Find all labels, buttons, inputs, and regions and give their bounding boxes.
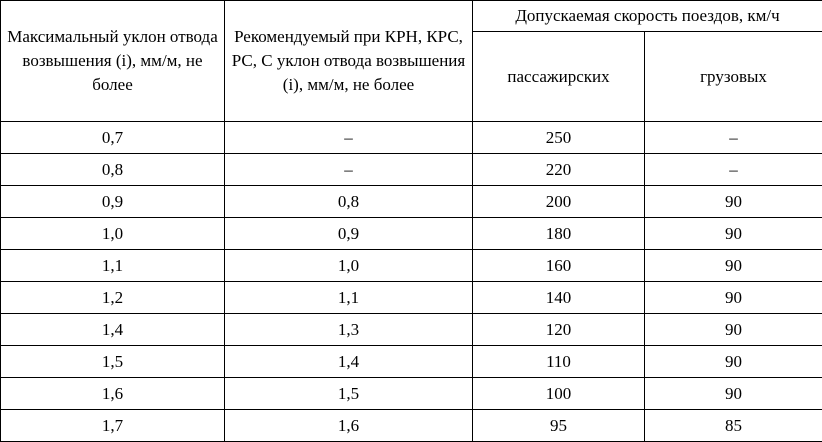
cell-recommended-slope: 0,8	[225, 186, 473, 218]
table-row	[1, 282, 822, 314]
cell-passenger-speed: 220	[473, 154, 645, 186]
cell-freight-speed: 90	[645, 314, 822, 346]
cell-max-slope: 0,9	[1, 186, 225, 218]
cell-freight-speed: 90	[645, 186, 822, 218]
cell-recommended-slope: 1,5	[225, 378, 473, 410]
cell-freight-speed: 90	[645, 250, 822, 282]
table-row	[1, 122, 822, 154]
table-row	[1, 346, 822, 378]
cell-passenger-speed: 200	[473, 186, 645, 218]
table-row	[1, 410, 822, 442]
table-row	[1, 314, 822, 346]
cell-passenger-speed: 180	[473, 218, 645, 250]
cell-recommended-slope: 1,3	[225, 314, 473, 346]
cell-max-slope: 1,6	[1, 378, 225, 410]
table-header	[1, 1, 822, 122]
cell-max-slope: 1,7	[1, 410, 225, 442]
cell-passenger-speed: 250	[473, 122, 645, 154]
table-row	[1, 154, 822, 186]
cell-max-slope: 1,5	[1, 346, 225, 378]
cell-freight-speed: 90	[645, 346, 822, 378]
cell-freight-speed: 90	[645, 282, 822, 314]
cell-passenger-speed: 120	[473, 314, 645, 346]
cell-passenger-speed: 95	[473, 410, 645, 442]
cell-recommended-slope: 1,6	[225, 410, 473, 442]
cell-passenger-speed: 100	[473, 378, 645, 410]
header-freight: грузовых	[645, 32, 822, 122]
cell-freight-speed: 85	[645, 410, 822, 442]
cell-passenger-speed: 160	[473, 250, 645, 282]
table-row	[1, 186, 822, 218]
cell-max-slope: 1,4	[1, 314, 225, 346]
cell-recommended-slope: 1,4	[225, 346, 473, 378]
cell-recommended-slope: 0,9	[225, 218, 473, 250]
cell-recommended-slope: 1,1	[225, 282, 473, 314]
header-max-slope: Максимальный уклон отвода возвышения (i), мм/м, не более	[1, 1, 225, 122]
cell-recommended-slope: –	[225, 154, 473, 186]
table-row	[1, 218, 822, 250]
cell-max-slope: 0,7	[1, 122, 225, 154]
cell-freight-speed: 90	[645, 378, 822, 410]
cell-passenger-speed: 140	[473, 282, 645, 314]
cell-recommended-slope: 1,0	[225, 250, 473, 282]
table-body	[1, 122, 822, 442]
header-recommended-slope: Рекомендуемый при КРН, КРС, РС, С уклон отвода возвышения (i), мм/м, не более	[225, 1, 473, 122]
cell-passenger-speed: 110	[473, 346, 645, 378]
cell-max-slope: 1,0	[1, 218, 225, 250]
cell-freight-speed: –	[645, 122, 822, 154]
cell-recommended-slope: –	[225, 122, 473, 154]
cell-max-slope: 0,8	[1, 154, 225, 186]
header-speed-group: Допускаемая скорость поездов, км/ч	[473, 1, 822, 32]
table-row	[1, 378, 822, 410]
cell-freight-speed: –	[645, 154, 822, 186]
header-passenger: пассажирских	[473, 32, 645, 122]
cell-freight-speed: 90	[645, 218, 822, 250]
cell-max-slope: 1,1	[1, 250, 225, 282]
table-row	[1, 250, 822, 282]
cell-max-slope: 1,2	[1, 282, 225, 314]
